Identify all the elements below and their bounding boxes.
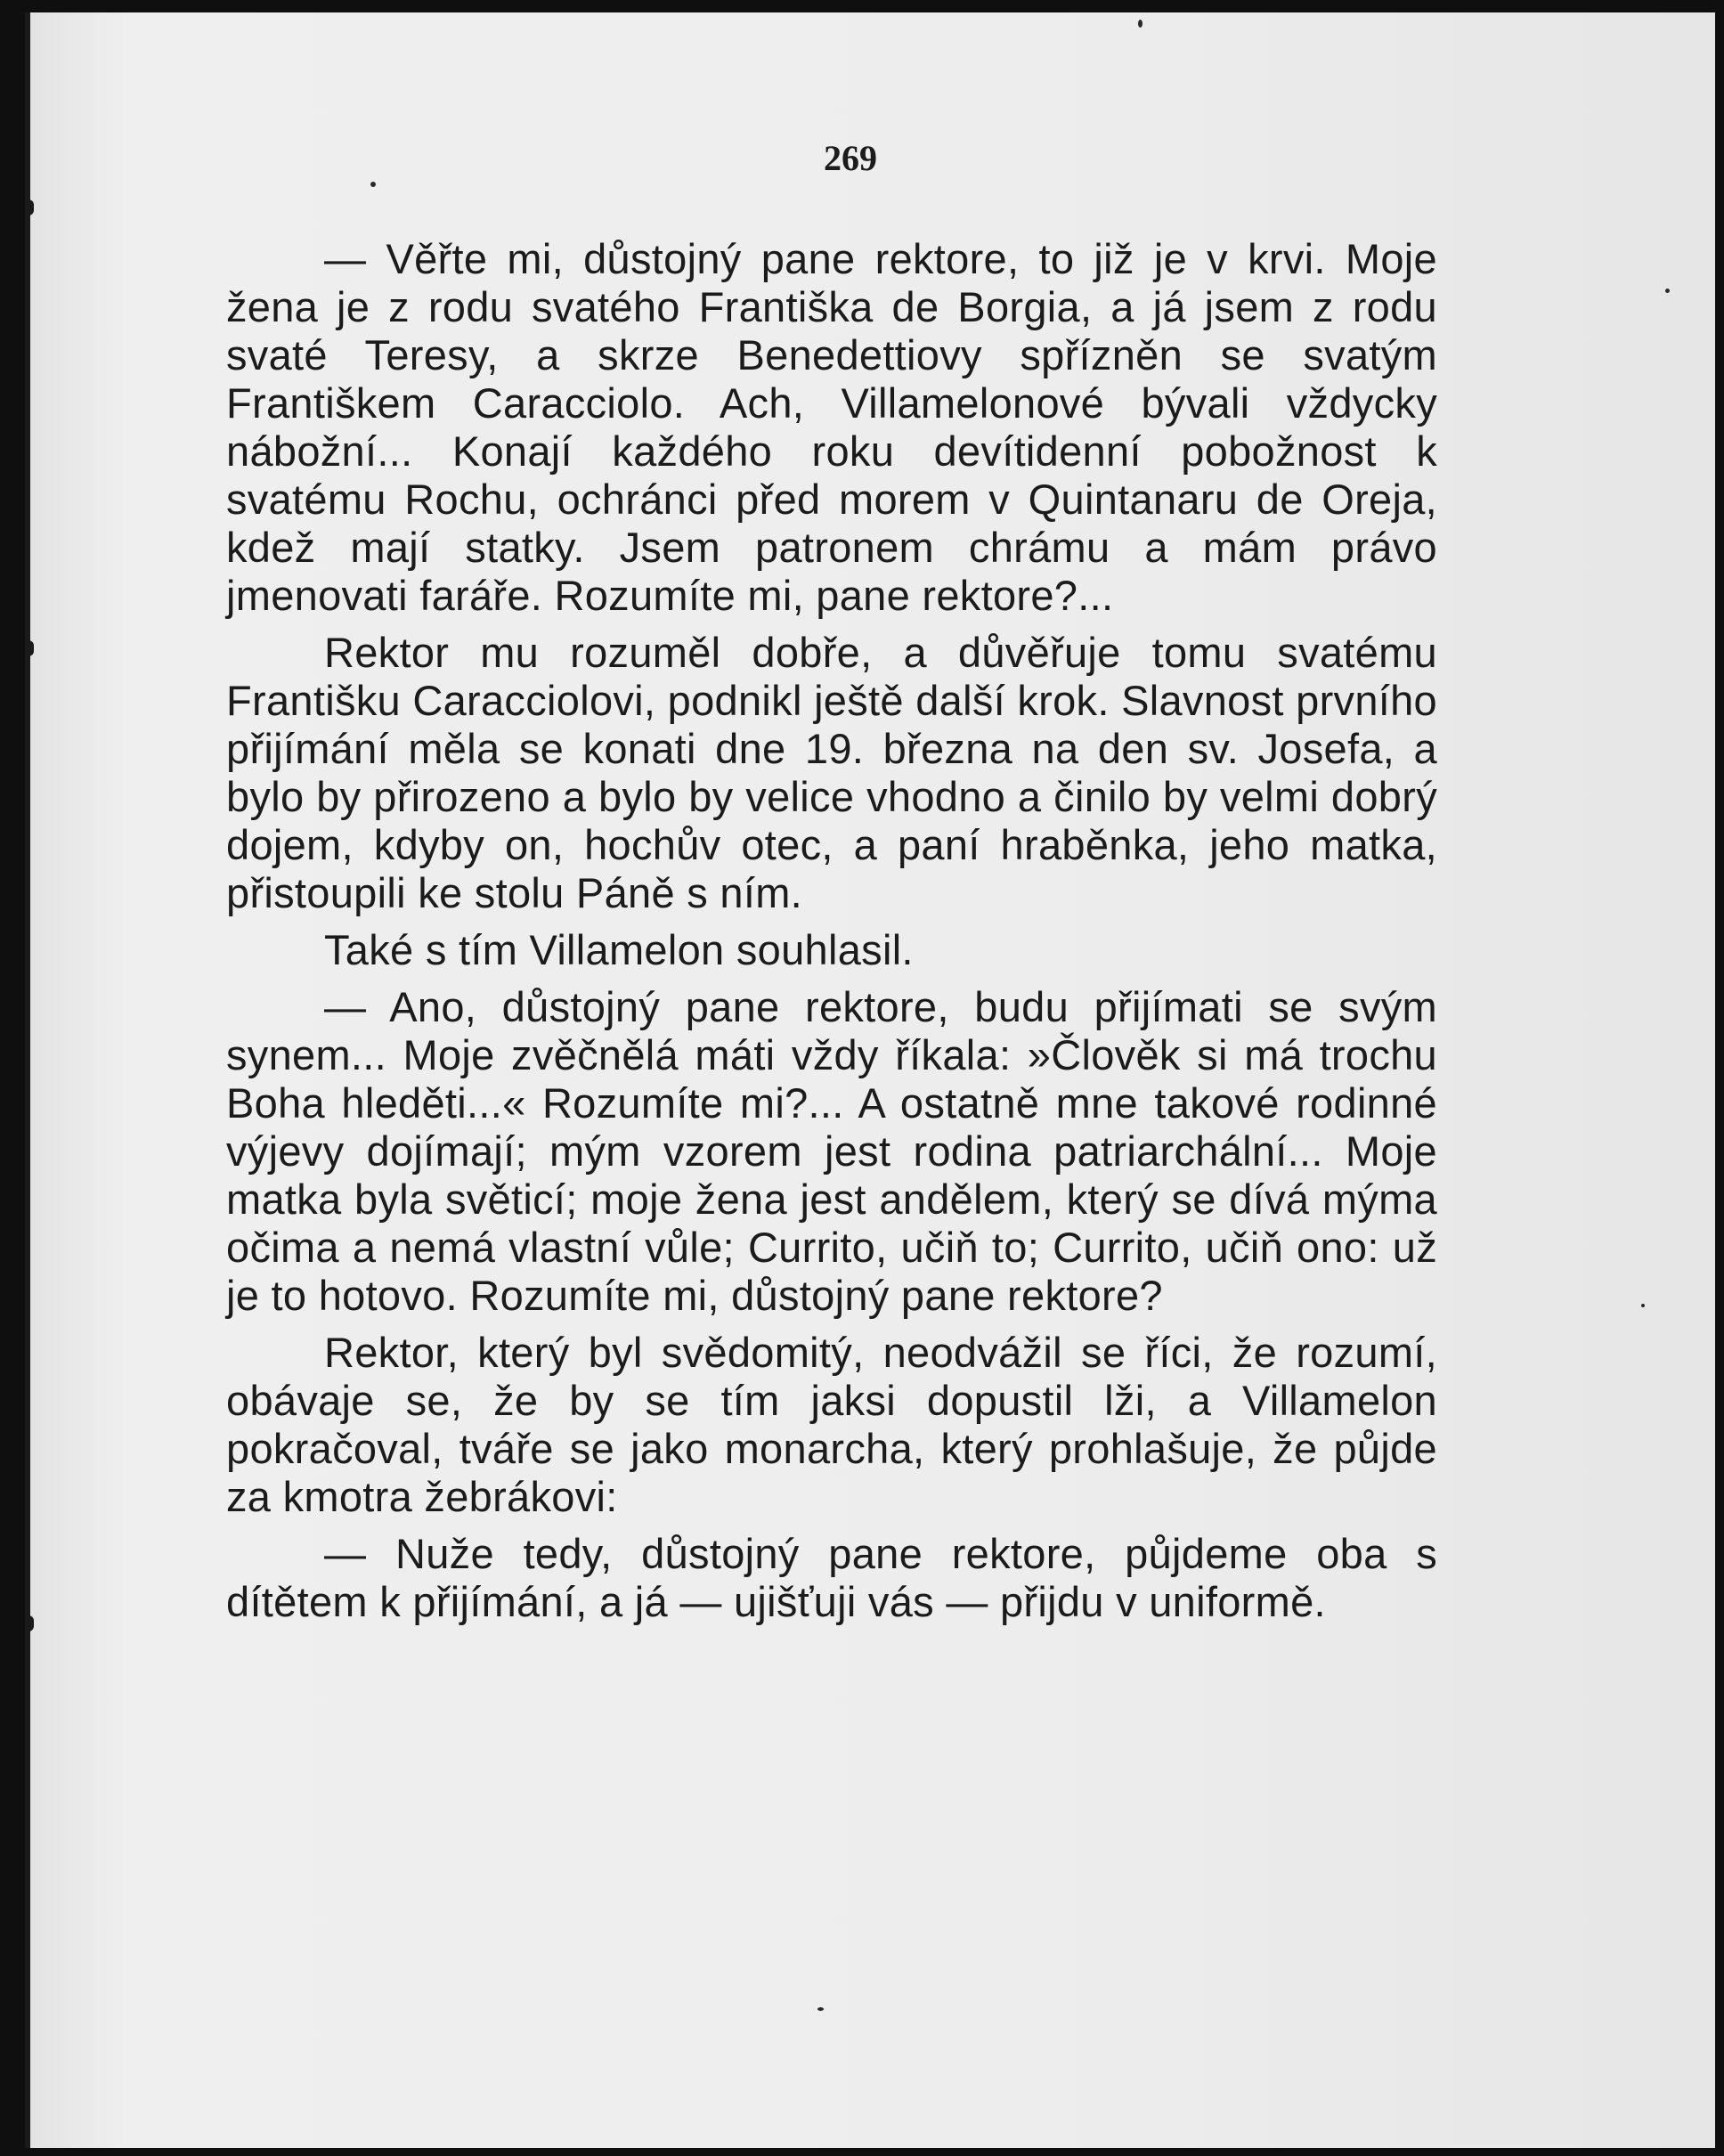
binding-mark [25, 1615, 34, 1631]
paragraph: Také s tím Villamelon souhlasil. [324, 926, 914, 973]
page-number: 269 [824, 138, 877, 178]
paragraph: Rektor mu rozuměl dobře, a důvěřuje tomu svatému Františku Caracciolovi, podnikl ještě další krok. Slavnost prvního přijímání měla se konati dne 19. března na den sv. Josefa, a bylo by přirozeno a bylo by velice vhodno a činilo by velmi dobrý dojem, kdyby on, hochův otec, a paní hraběnka, jeho matka, přistoupili ke stolu Páně s ním. [226, 629, 1437, 916]
paper-speck [370, 182, 376, 187]
binding-mark [25, 199, 34, 216]
paragraph: — Nuže tedy, důstojný pane rektore, půjdeme oba s dítětem k přijímání, a já — ujišťuji vás — přijdu v uniformě. [226, 1530, 1437, 1625]
paper-speck [1665, 289, 1670, 293]
paper-speck [1138, 20, 1143, 28]
paragraph: — Ano, důstojný pane rektore, budu přijímati se svým synem... Moje zvěčnělá máti vždy říkala: »Člověk si má trochu Boha hleděti...« Rozumíte mi?... A ostatně mne takové rodinné výjevy dojímají; mým vzorem jest rodina patriarchální... Moje matka byla světicí; moje žena jest andělem, který se dívá mýma očima a nemá vlastní vůle; Currito, učiň to; Currito, učiň ono: už je to hotovo. Rozumíte mi, důstojný pane rektore? [226, 983, 1437, 1319]
page-binding-edge [25, 12, 30, 2148]
binding-mark [25, 640, 34, 656]
paper-speck [817, 2007, 824, 2011]
paper-speck [1641, 1304, 1645, 1307]
paragraph: Rektor, který byl svědomitý, neodvážil se říci, že rozumí, obávaje se, že by se tím jaksi dopustil lži, a Villamelon pokračoval, tváře se jako monarcha, který prohlašuje, že půjde za kmotra žebrákovi: [226, 1329, 1437, 1520]
paragraph: — Věřte mi, důstojný pane rektore, to již je v krvi. Moje žena je z rodu svatého Františka de Borgia, a já jsem z rodu svaté Teresy, a skrze Benedettiovy spřízněn se svatým Františkem Caracciolo. Ach, Villamelonové bývali vždycky nábožní... Konají každého roku devítidenní pobožnost k svatému Rochu, ochránci před morem v Quintanaru de Oreja, kdež mají statky. Jsem patronem chrámu a mám právo jmenovati faráře. Rozumíte mi, pane rektore?... [226, 235, 1437, 619]
book-page [25, 12, 1715, 2148]
body-text [226, 235, 1437, 1635]
